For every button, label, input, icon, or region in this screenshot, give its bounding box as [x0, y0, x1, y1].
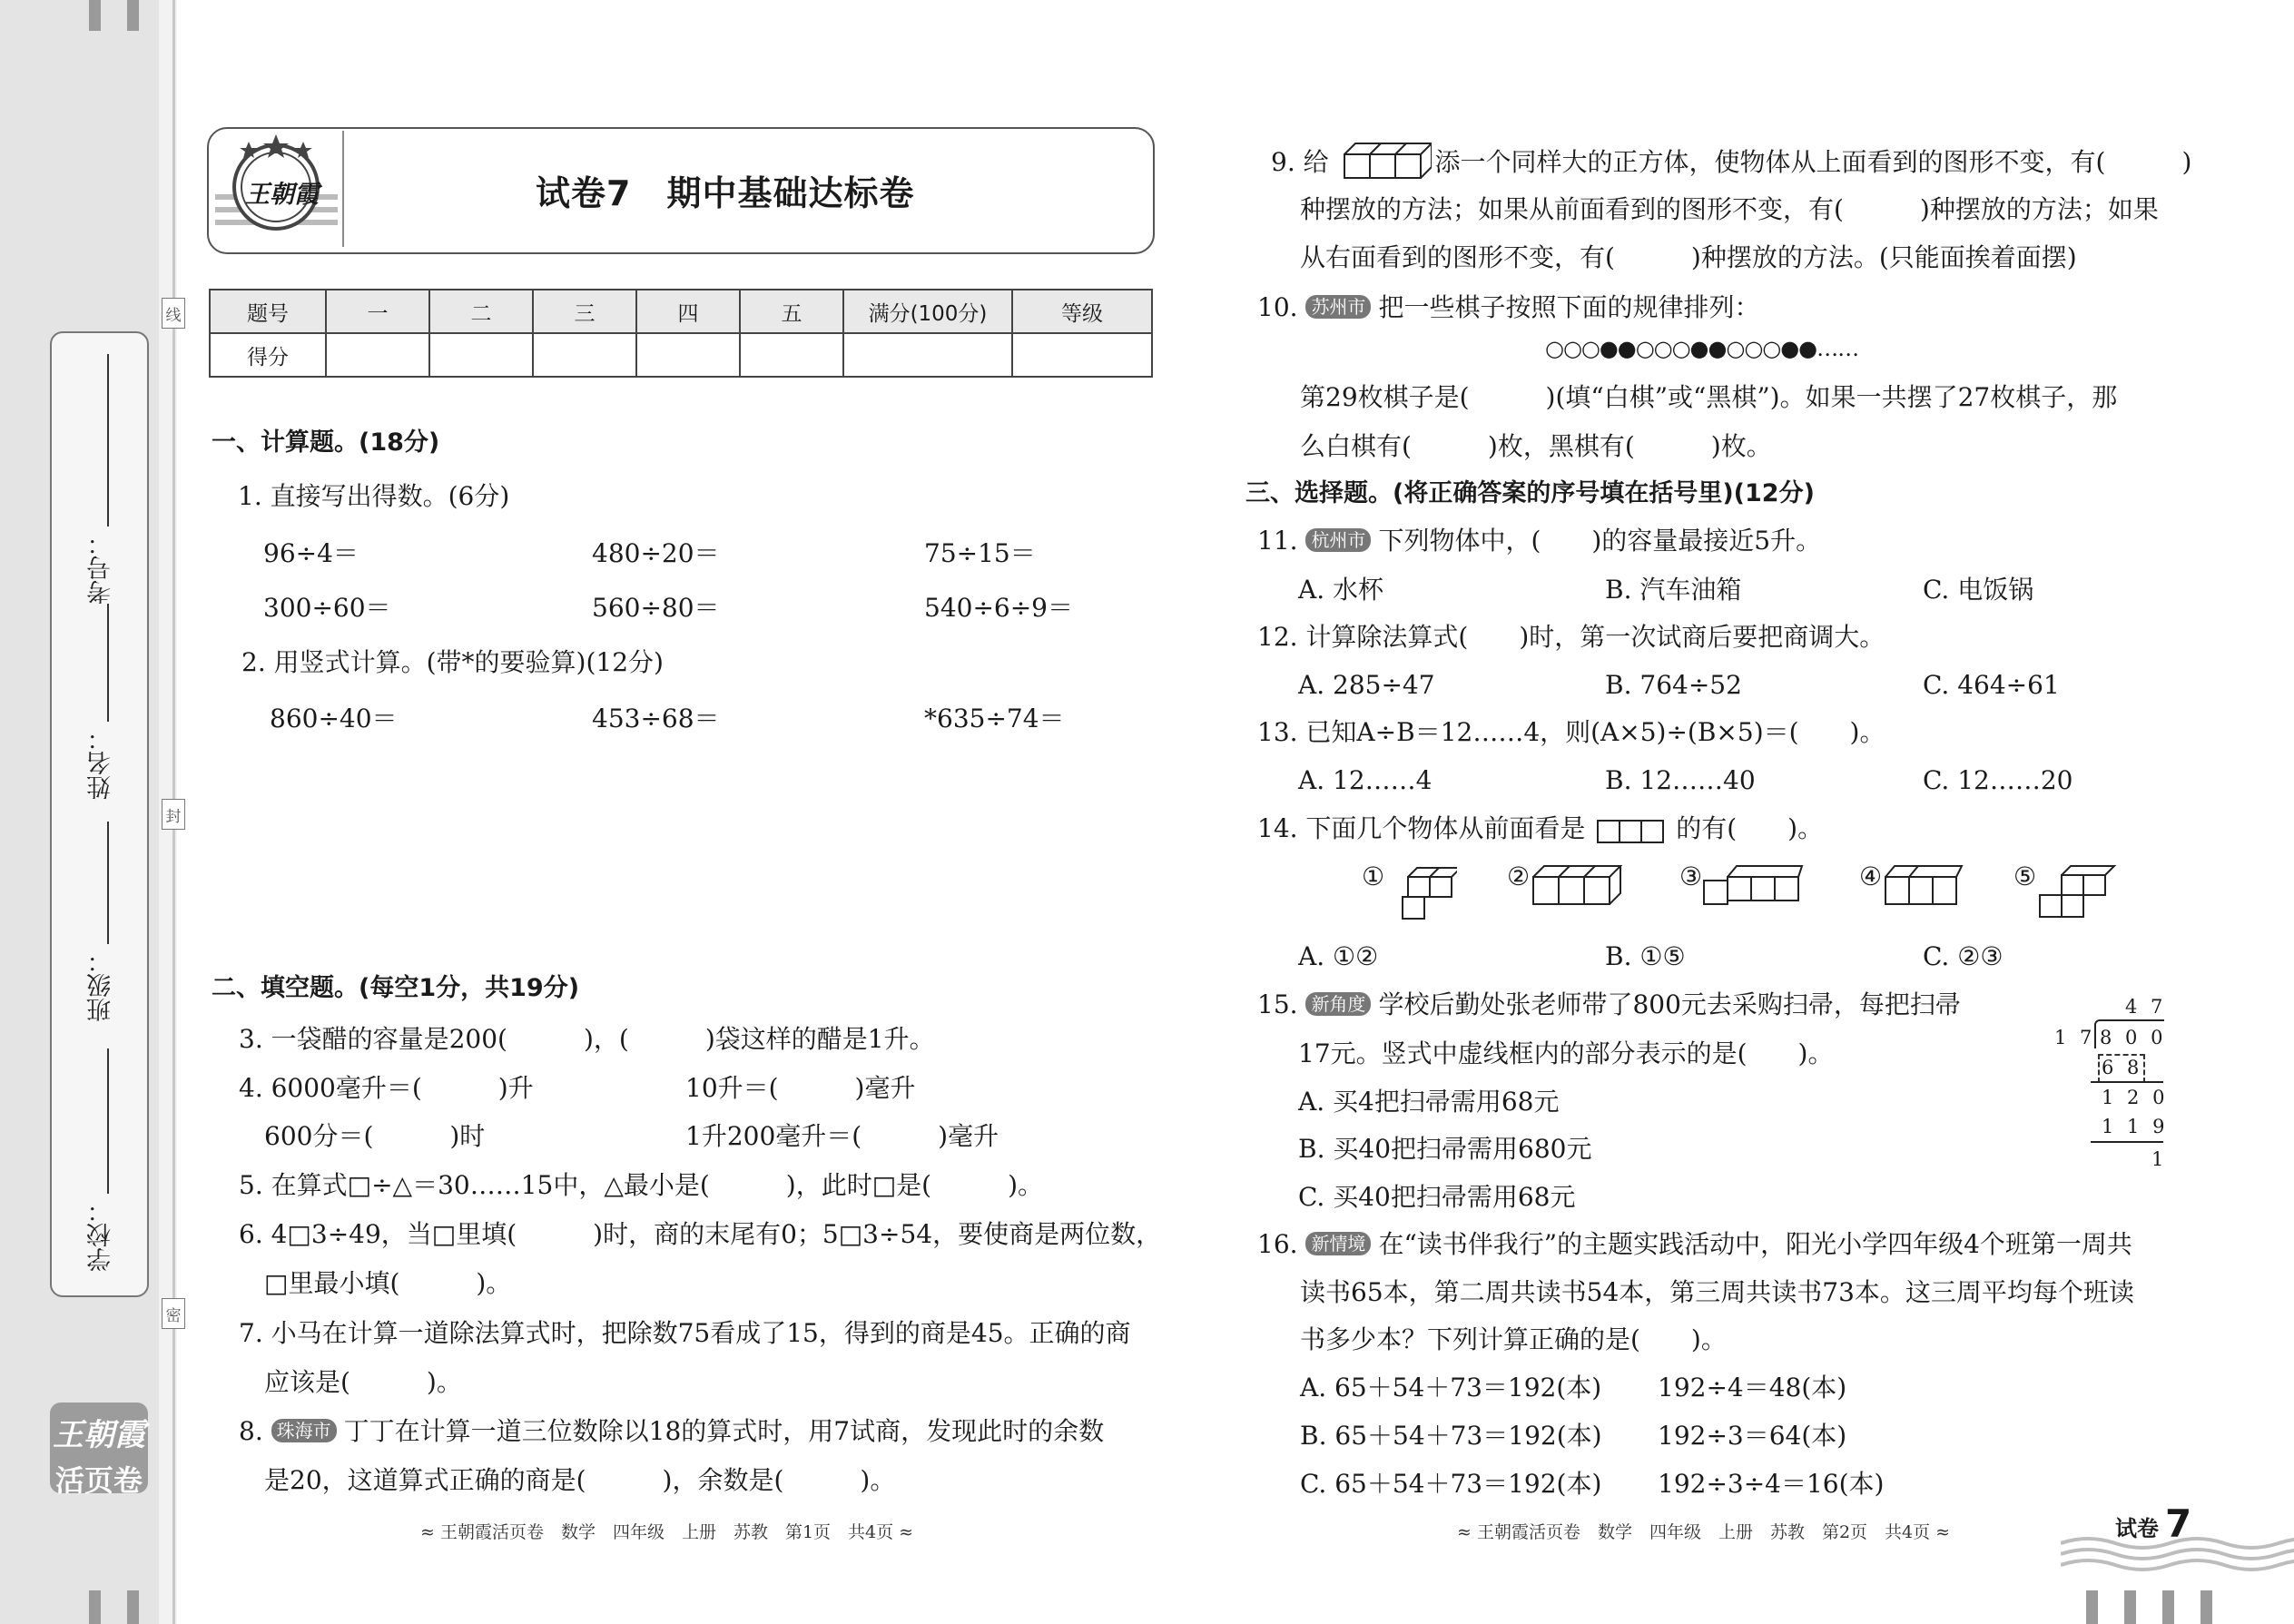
region-tag: 杭州市: [1305, 528, 1371, 552]
q8-b: 是20，这道算式正确的商是( )，余数是( )。: [264, 1465, 896, 1495]
q14-text-b: 的有( )。: [1676, 813, 1824, 843]
q2-item: *635÷74＝: [924, 704, 1065, 733]
school-label: 学校：: [87, 1198, 115, 1272]
q6-b: □里最小填( )。: [264, 1268, 512, 1298]
cube-stack-icon: [1384, 861, 1457, 924]
q7-a: 7. 小马在计算一道除法算式时，把除数75看成了15，得到的商是45。正确的商: [239, 1318, 1131, 1348]
dividend: 8 0 0: [2100, 1027, 2167, 1048]
q15-a: [1257, 989, 1961, 1019]
class-line[interactable]: [107, 822, 109, 944]
name-line[interactable]: [107, 604, 109, 722]
bottom-bar-mark: [2200, 1590, 2212, 1624]
cube-stack-icon: [2036, 861, 2127, 924]
logo-panel: [211, 131, 344, 247]
q8-number: 8.: [239, 1416, 263, 1446]
q11-option: A. 水杯: [1298, 575, 1384, 605]
q11-number: 11.: [1257, 526, 1298, 556]
score-header-cell: 五: [740, 290, 843, 333]
q12-option: C. 464÷61: [1923, 670, 2060, 700]
score-cell[interactable]: [429, 333, 533, 377]
q4-b: 10升＝( )毫升: [685, 1073, 916, 1103]
bottom-bar-mark: [2162, 1590, 2174, 1624]
emblem-text: 王朝霞: [245, 181, 319, 209]
score-row-label: 得分: [210, 333, 326, 377]
q10-a: [1257, 292, 1760, 322]
q5: 5. 在算式□÷△＝30……15中，△最小是( )，此时□是( )。: [239, 1170, 1044, 1200]
student-info-box: [50, 331, 149, 1297]
q3: 3. 一袋醋的容量是200( )，( )袋这样的醋是1升。: [239, 1024, 935, 1054]
score-header-cell: 等级: [1012, 290, 1152, 333]
cube-stack-icon: [1530, 861, 1625, 915]
exam-label: 试卷: [2115, 1516, 2159, 1541]
bottom-bar-mark: [2124, 1590, 2136, 1624]
q14: [1257, 813, 1824, 845]
q10-text: 把一些棋子按照下面的规律排列：: [1378, 292, 1760, 322]
region-tag: 新情境: [1305, 1232, 1371, 1255]
score-cell[interactable]: [843, 333, 1012, 377]
q2-item: 860÷40＝: [270, 704, 398, 733]
long-division: [2047, 994, 2174, 1176]
q16-a: [1257, 1229, 2132, 1259]
q11: [1257, 528, 1821, 554]
division-rule: [2091, 1141, 2163, 1143]
q16-option-a-calc: 192÷4＝48(本): [1658, 1373, 1847, 1403]
brand-sub: 活页卷: [54, 1463, 143, 1498]
q1-title: 1. 直接写出得数。(6分): [238, 481, 510, 511]
q12-option: A. 285÷47: [1298, 670, 1435, 700]
score-cell[interactable]: [1012, 333, 1152, 377]
q12-option: B. 764÷52: [1605, 670, 1742, 700]
exam-no-label: 考号：: [87, 531, 115, 605]
q1-item: 300÷60＝: [263, 593, 391, 623]
q14-label: ③: [1679, 861, 1703, 891]
q14-option: B. ①⑤: [1605, 941, 1686, 971]
q16-number: 16.: [1257, 1229, 1298, 1259]
score-cell[interactable]: [533, 333, 636, 377]
q15-number: 15.: [1257, 989, 1298, 1019]
division-step: 6 8: [2102, 1057, 2143, 1078]
q1-item: 480÷20＝: [592, 538, 720, 568]
q12: 12. 计算除法算式( )时，第一次试商后要把商调大。: [1257, 622, 1885, 652]
q8-a: [239, 1416, 1105, 1446]
q9-text: 添一个同样大的正方体，使物体从上面看到的图形不变，有( ): [1434, 147, 2192, 177]
seal-mark-feng: 封: [162, 799, 185, 830]
exam-no-line[interactable]: [107, 354, 109, 527]
score-cell[interactable]: [636, 333, 740, 377]
section-1-title: 一、计算题。(18分): [212, 428, 440, 457]
class-label: 班级：: [87, 949, 115, 1022]
q15-option: A. 买4把扫帚需用68元: [1298, 1087, 1560, 1117]
q7-b: 应该是( )。: [264, 1367, 462, 1397]
score-header-cell: 满分(100分): [843, 290, 1012, 333]
bead-pattern: ○○○●●○○○●●○○○●●……: [1545, 336, 1859, 361]
q10-c: 么白棋有( )枚，黑棋有( )枚。: [1300, 431, 1772, 461]
section-2-title: 二、填空题。(每空1分，共19分): [212, 974, 580, 1002]
q16-option-c: C. 65＋54＋73＝192(本): [1300, 1469, 1602, 1499]
score-table: [209, 289, 1153, 378]
q16-option-c-calc: 192÷3÷4＝16(本): [1658, 1469, 1885, 1499]
q15-text: 学校后勤处张老师带了800元去采购扫帚，每把扫帚: [1378, 989, 1961, 1019]
top-bar-mark: [89, 0, 101, 31]
q11-text: 下列物体中，( )的容量最接近5升。: [1378, 526, 1822, 556]
cube-shape-icon: [1341, 140, 1432, 182]
q14-option: A. ①②: [1298, 941, 1379, 971]
q13-option: A. 12……4: [1298, 765, 1433, 795]
region-tag: 新角度: [1305, 992, 1371, 1016]
q10-number: 10.: [1257, 292, 1298, 322]
top-bar-mark: [127, 0, 139, 31]
q14-text-a: 14. 下面几个物体从前面看是: [1257, 813, 1586, 843]
q4-a: 4. 6000毫升＝( )升: [239, 1073, 534, 1103]
score-header-cell: 一: [326, 290, 429, 333]
q1-item: 75÷15＝: [924, 538, 1036, 568]
region-tag: 苏州市: [1305, 295, 1371, 319]
q8-text: 丁丁在计算一道三位数除以18的算式时，用7试商，发现此时的余数: [343, 1416, 1105, 1446]
remainder: 1: [2151, 1148, 2164, 1170]
q10-b: 第29枚棋子是( )(填“白棋”或“黑棋”)。如果一共摆了27枚棋子，那: [1300, 382, 2118, 412]
bottom-bar-mark: [2086, 1590, 2098, 1624]
footer-right: ≈ 王朝霞活页卷 数学 四年级 上册 苏教 第2页 共4页 ≈: [1457, 1522, 1951, 1542]
q9-a: [1271, 140, 2191, 182]
section-3-title: 三、选择题。(将正确答案的序号填在括号里)(12分): [1245, 479, 1815, 507]
bottom-bar-mark: [127, 1590, 139, 1624]
score-header-cell: 二: [429, 290, 533, 333]
q9-b: 种摆放的方法；如果从前面看到的图形不变，有( )种摆放的方法；如果: [1300, 194, 2159, 224]
seal-mark-xian: 线: [162, 298, 185, 329]
q9-number: 9. 给: [1271, 147, 1329, 177]
q13-option: C. 12……20: [1923, 765, 2073, 795]
q11-option: C. 电饭锅: [1923, 575, 2034, 605]
bottom-bar-mark: [89, 1590, 101, 1624]
score-header-cell: 四: [636, 290, 740, 333]
seal-mark-mi: 密: [162, 1298, 185, 1329]
cube-stack-icon: [1700, 861, 1805, 915]
q2-item: 453÷68＝: [592, 704, 720, 733]
q16-option-b: B. 65＋54＋73＝192(本): [1300, 1421, 1602, 1451]
score-header-cell: 题号: [210, 290, 326, 333]
q15-option: B. 买40把扫帚需用680元: [1298, 1134, 1592, 1164]
q1-item: 96÷4＝: [263, 538, 359, 568]
score-header-row: [210, 290, 1152, 333]
quotient: 4 7: [2125, 996, 2167, 1018]
q14-label: ⑤: [2013, 861, 2037, 891]
q15-option: C. 买40把扫帚需用68元: [1298, 1182, 1576, 1212]
page-title: 试卷7 期中基础达标卷: [536, 173, 915, 213]
brand-name: 王朝霞: [53, 1417, 145, 1453]
school-line[interactable]: [107, 1048, 109, 1194]
q1-item: 540÷6÷9＝: [924, 593, 1073, 623]
q4-d: 1升200毫升＝( )毫升: [685, 1121, 999, 1151]
footer-left: ≈ 王朝霞活页卷 数学 四年级 上册 苏教 第1页 共4页 ≈: [420, 1522, 914, 1542]
q9-c: 从右面看到的图形不变，有( )种摆放的方法。(只能面挨着面摆): [1300, 242, 2077, 272]
q14-label: ②: [1507, 861, 1531, 891]
q4-c: 600分＝( )时: [264, 1121, 486, 1151]
score-row: [210, 333, 1152, 377]
q1-item: 560÷80＝: [592, 593, 720, 623]
q16-option-b-calc: 192÷3＝64(本): [1658, 1421, 1847, 1451]
score-header-cell: 三: [533, 290, 636, 333]
q16-c: 书多少本？下列计算正确的是( )。: [1300, 1324, 1727, 1354]
name-label: 姓名：: [87, 726, 115, 800]
q2-title: 2. 用竖式计算。(带*的要验算)(12分): [241, 647, 664, 677]
division-step: 1 2 0: [2102, 1087, 2169, 1108]
q6-a: 6. 4□3÷49，当□里填( )时，商的末尾有0；5□3÷54，要使商是两位数，: [239, 1219, 1162, 1249]
region-tag: 珠海市: [271, 1419, 337, 1442]
q13-option: B. 12……40: [1605, 765, 1756, 795]
division-step: 1 1 9: [2102, 1116, 2169, 1137]
q16-option-a: A. 65＋54＋73＝192(本): [1300, 1373, 1602, 1403]
divisor: 1 7: [2054, 1027, 2096, 1048]
score-cell[interactable]: [326, 333, 429, 377]
q14-label: ④: [1859, 861, 1883, 891]
q14-label: ①: [1362, 861, 1385, 891]
q13: 13. 已知A÷B＝12……4，则(A×5)÷(B×5)＝( )。: [1257, 717, 1885, 747]
q16-b: 读书65本，第二周共读书54本，第三周共读书73本。这三周平均每个班读: [1300, 1277, 2134, 1307]
division-rule: [2091, 1081, 2163, 1083]
cube-stack-icon: [1882, 861, 1964, 915]
score-cell[interactable]: [740, 333, 843, 377]
q11-option: B. 汽车油箱: [1605, 575, 1742, 605]
q16-text: 在“读书伴我行”的主题实践活动中，阳光小学四年级4个班第一周共: [1378, 1229, 2132, 1259]
exam-number: 7: [2165, 1501, 2192, 1546]
q14-option: C. ②③: [1923, 941, 2004, 971]
q15-b: 17元。竖式中虚线框内的部分表示的是( )。: [1298, 1038, 1834, 1068]
three-squares-icon: [1597, 820, 1664, 845]
brand-logo: [50, 1403, 148, 1498]
